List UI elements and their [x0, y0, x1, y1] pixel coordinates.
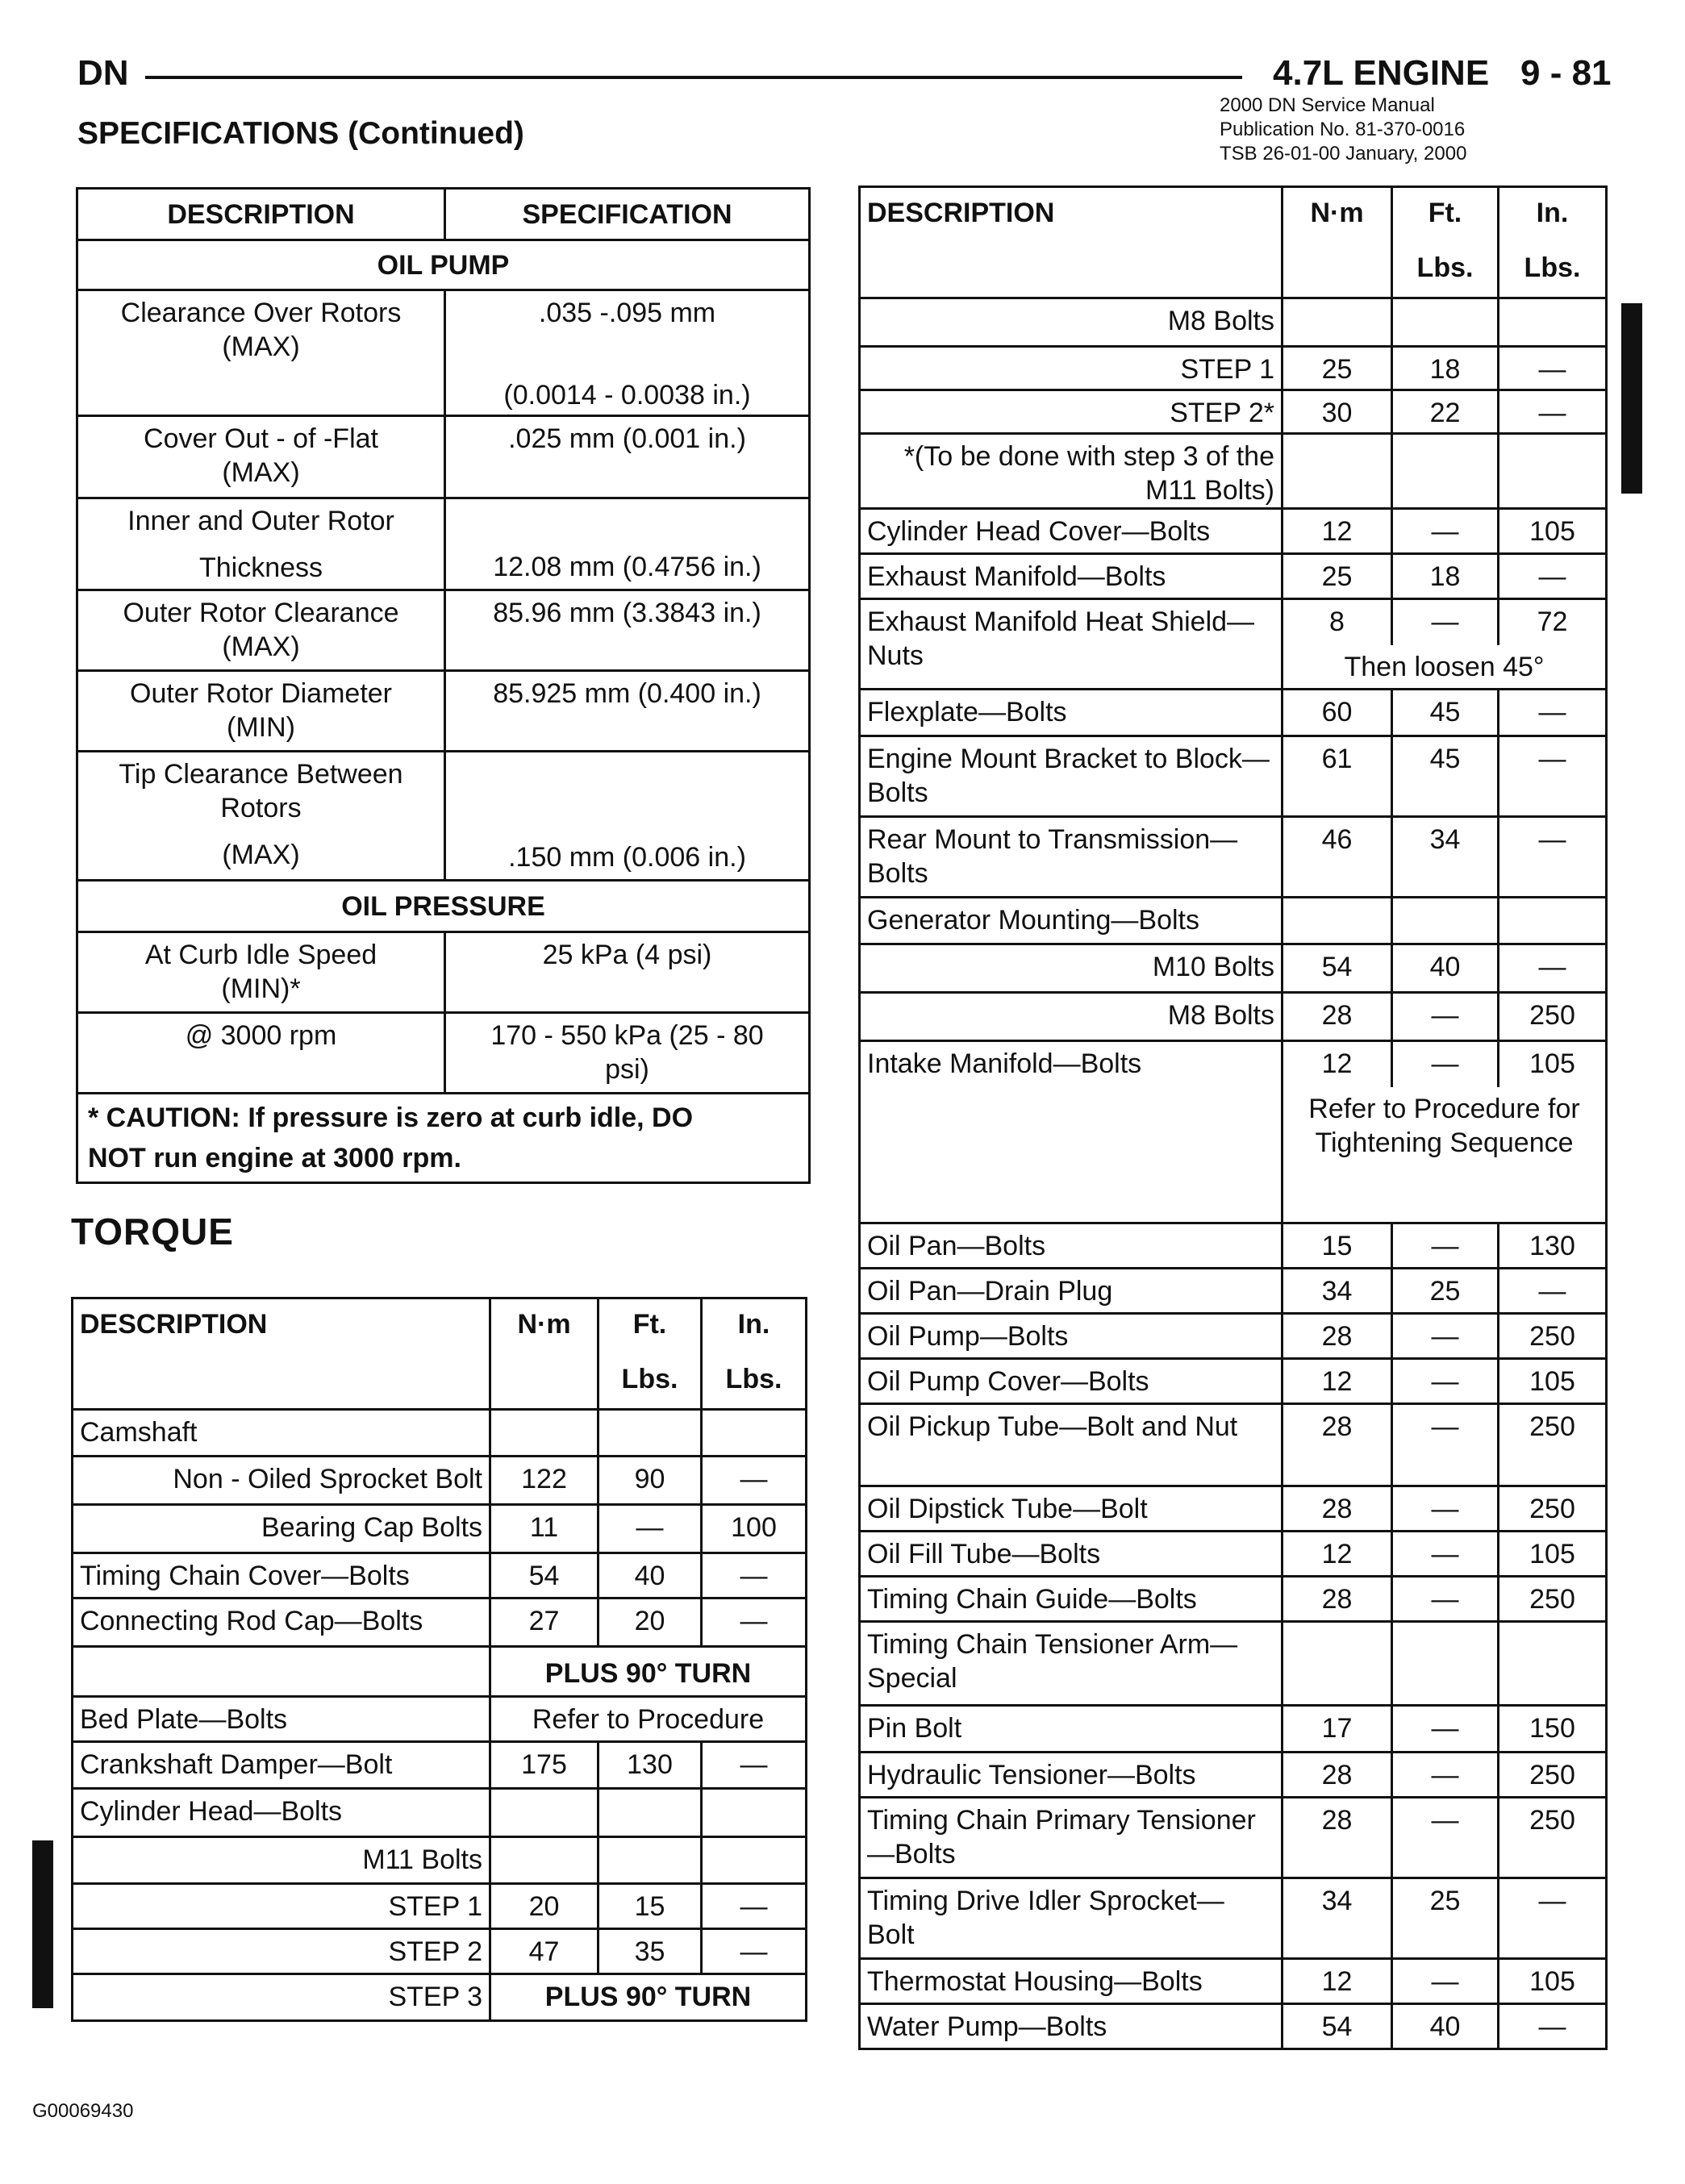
value-ft — [1392, 898, 1499, 944]
table-row — [860, 736, 1607, 817]
row-description: Connecting Rod Cap—Bolts — [73, 1598, 490, 1647]
col-header-nm: N·m — [490, 1298, 599, 1410]
row-description: Oil Dipstick Tube—Bolt — [860, 1486, 1283, 1532]
row-description: Cover Out - of -Flat (MAX) — [77, 416, 445, 498]
table-row — [860, 1706, 1607, 1753]
value-ft: 25 — [1392, 1878, 1499, 1959]
row-description: Clearance Over Rotors (MAX) — [77, 290, 445, 416]
pub-line: 2000 DN Service Manual — [1220, 94, 1435, 116]
value-in — [1499, 434, 1607, 509]
value-nm — [1283, 434, 1392, 509]
col-header-in-lbs: In. Lbs. — [702, 1298, 807, 1410]
procedure-note: Refer to Procedure — [490, 1697, 807, 1742]
value-ft: — — [1392, 1532, 1499, 1577]
value-nm: 34 — [1283, 1269, 1392, 1314]
row-description: M8 Bolts — [860, 993, 1283, 1041]
value-ft: — — [1392, 1798, 1499, 1878]
value-in: 250 — [1499, 1314, 1607, 1359]
value-ft: — — [1392, 1753, 1499, 1798]
value-nm: 15 — [1283, 1223, 1392, 1269]
value-nm — [490, 1410, 599, 1457]
col-header-ft-lbs: Ft. Lbs. — [599, 1298, 702, 1410]
value-nm — [490, 1789, 599, 1837]
table-row — [860, 1359, 1607, 1404]
table-row — [860, 1878, 1607, 1959]
value-in: 250 — [1499, 993, 1607, 1041]
value-nm: 20 — [490, 1884, 599, 1929]
value-ft: 18 — [1392, 347, 1499, 390]
value-ft: — — [1392, 1959, 1499, 2004]
value-nm: 12 — [1283, 1959, 1392, 2004]
value-nm: 25 — [1283, 347, 1392, 390]
table-row — [860, 2004, 1607, 2049]
oil-pump-spec-table — [76, 187, 811, 1184]
table-row — [860, 1798, 1607, 1878]
row-description: Oil Pump Cover—Bolts — [860, 1359, 1283, 1404]
value-in: — — [1499, 554, 1607, 599]
row-description: Inner and Outer Rotor Thickness — [77, 498, 445, 590]
value-ft: 45 — [1392, 736, 1499, 817]
value-nm — [490, 1837, 599, 1884]
value-in: 105 — [1499, 1959, 1607, 2004]
row-spec: 25 kPa (4 psi) — [445, 932, 810, 1013]
row-spec: 85.925 mm (0.400 in.) — [445, 671, 810, 752]
row-description: Pin Bolt — [860, 1706, 1283, 1753]
section-oil-pressure: OIL PRESSURE — [77, 881, 810, 932]
table-row — [860, 298, 1607, 347]
row-description: Non - Oiled Sprocket Bolt — [73, 1457, 490, 1505]
table-row — [73, 1884, 807, 1929]
value-in: — — [1499, 1878, 1607, 1959]
torque-table-left — [71, 1297, 807, 2022]
figure-id: G00069430 — [32, 2100, 134, 2122]
value-ft: 25 — [1392, 1269, 1499, 1314]
table-row — [73, 1553, 807, 1598]
header-rule — [145, 76, 1242, 79]
value-nm: 28 — [1283, 1404, 1392, 1486]
value-ft — [1392, 434, 1499, 509]
row-description: Engine Mount Bracket to Block—Bolts — [860, 736, 1283, 817]
value-nm: 8 — [1283, 600, 1393, 645]
row-description: Flexplate—Bolts — [860, 690, 1283, 736]
value-nm: 46 — [1283, 817, 1392, 898]
value-in: — — [702, 1598, 807, 1647]
row-description: Cylinder Head—Bolts — [73, 1789, 490, 1837]
value-nm: 11 — [490, 1505, 599, 1553]
value-nm — [1283, 1622, 1392, 1706]
table-row — [73, 1505, 807, 1553]
value-nm: 28 — [1283, 1486, 1392, 1532]
value-in: — — [1499, 690, 1607, 736]
value-nm: 54 — [490, 1553, 599, 1598]
table-row — [860, 347, 1607, 390]
row-description: Intake Manifold—Bolts — [860, 1041, 1283, 1223]
row-description: Oil Pickup Tube—Bolt and Nut — [860, 1404, 1283, 1486]
table-row — [860, 599, 1607, 690]
row-description: Timing Drive Idler Sprocket— Bolt — [860, 1878, 1283, 1959]
row-description: Oil Fill Tube—Bolts — [860, 1532, 1283, 1577]
value-ft — [599, 1789, 702, 1837]
value-ft: 130 — [599, 1742, 702, 1789]
col-header-description: DESCRIPTION — [77, 189, 445, 240]
table-row — [73, 1647, 807, 1697]
value-in — [1499, 1622, 1607, 1706]
value-in — [702, 1837, 807, 1884]
row-spec: .150 mm (0.006 in.) — [445, 752, 810, 881]
value-in: — — [1499, 347, 1607, 390]
value-ft — [599, 1837, 702, 1884]
row-note: Then loosen 45° — [1344, 652, 1545, 682]
table-row — [860, 690, 1607, 736]
table-row — [860, 1959, 1607, 2004]
row-description: M10 Bolts — [860, 944, 1283, 993]
torque-title: TORQUE — [71, 1211, 234, 1252]
row-description: M11 Bolts — [73, 1837, 490, 1884]
value-nm: 34 — [1283, 1878, 1392, 1959]
table-row — [860, 1404, 1607, 1486]
table-row — [73, 1598, 807, 1647]
table-row — [77, 752, 810, 881]
row-description: Timing Chain Guide—Bolts — [860, 1577, 1283, 1622]
value-nm — [1283, 898, 1392, 944]
value-in: 72 — [1537, 606, 1568, 637]
value-nm — [1283, 298, 1392, 347]
value-nm: 28 — [1283, 1798, 1392, 1878]
row-spec: 85.96 mm (3.3843 in.) — [445, 590, 810, 671]
row-description: Oil Pan—Drain Plug — [860, 1269, 1283, 1314]
table-row — [860, 1223, 1607, 1269]
table-row — [860, 1314, 1607, 1359]
margin-bar — [32, 1840, 53, 2008]
value-in: — — [702, 1929, 807, 1974]
col-header-specification: SPECIFICATION — [445, 189, 810, 240]
value-ft: — — [1392, 993, 1499, 1041]
table-row — [860, 898, 1607, 944]
table-row — [77, 590, 810, 671]
row-description: Hydraulic Tensioner—Bolts — [860, 1753, 1283, 1798]
value-in: — — [1499, 817, 1607, 898]
value-ft: — — [1392, 1577, 1499, 1622]
value-in: — — [1499, 1269, 1607, 1314]
value-nm: 54 — [1283, 944, 1392, 993]
table-row — [77, 671, 810, 752]
row-description — [73, 1647, 490, 1697]
value-ft: 40 — [1392, 944, 1499, 993]
value-nm: 60 — [1283, 690, 1392, 736]
row-description: Timing Chain Primary Tensioner—Bolts — [860, 1798, 1283, 1878]
value-in — [1499, 898, 1607, 944]
value-in: — — [702, 1457, 807, 1505]
table-row — [77, 498, 810, 590]
caution-note: * CAUTION: If pressure is zero at curb idle, DO NOT run engine at 3000 rpm. — [77, 1094, 810, 1183]
table-row — [77, 932, 810, 1013]
value-in — [702, 1410, 807, 1457]
row-description: Cylinder Head Cover—Bolts — [860, 509, 1283, 554]
value-ft: 90 — [599, 1457, 702, 1505]
value-in: — — [702, 1742, 807, 1789]
value-in: — — [702, 1553, 807, 1598]
table-row — [860, 509, 1607, 554]
row-description: Bearing Cap Bolts — [73, 1505, 490, 1553]
value-ft: 34 — [1392, 817, 1499, 898]
value-ft: 40 — [599, 1553, 702, 1598]
section-title: 4.7L ENGINE — [1273, 53, 1490, 93]
col-header-in-lbs: In. Lbs. — [1499, 187, 1607, 298]
row-spec: .035 -.095 mm (0.0014 - 0.0038 in.) — [445, 290, 810, 416]
table-row — [860, 817, 1607, 898]
row-description: Tip Clearance Between Rotors (MAX) — [77, 752, 445, 881]
row-description: Oil Pan—Bolts — [860, 1223, 1283, 1269]
row-spec: 12.08 mm (0.4756 in.) — [445, 498, 810, 590]
value-ft: — — [1392, 509, 1499, 554]
value-in: 130 — [1499, 1223, 1607, 1269]
row-description: Crankshaft Damper—Bolt — [73, 1742, 490, 1789]
row-description: M8 Bolts — [860, 298, 1283, 347]
row-description: STEP 3 — [73, 1974, 490, 2021]
turn-note: PLUS 90° TURN — [490, 1974, 807, 2021]
table-row — [73, 1410, 807, 1457]
row-description: STEP 1 — [860, 347, 1283, 390]
manual-code: DN — [77, 53, 129, 93]
value-ft: 20 — [599, 1598, 702, 1647]
value-nm: 12 — [1283, 1042, 1393, 1087]
value-ft: 15 — [599, 1884, 702, 1929]
col-header-description: DESCRIPTION — [73, 1298, 490, 1410]
value-ft: — — [1392, 1706, 1499, 1753]
value-nm: 61 — [1283, 736, 1392, 817]
table-row — [860, 434, 1607, 509]
turn-note: PLUS 90° TURN — [490, 1647, 807, 1697]
row-description: STEP 1 — [73, 1884, 490, 1929]
value-in: 100 — [702, 1505, 807, 1553]
row-description: @ 3000 rpm — [77, 1013, 445, 1094]
table-row — [860, 1753, 1607, 1798]
value-group — [1283, 599, 1607, 690]
row-spec: .025 mm (0.001 in.) — [445, 416, 810, 498]
value-in: 105 — [1499, 1359, 1607, 1404]
value-in: 250 — [1499, 1486, 1607, 1532]
value-nm: 47 — [490, 1929, 599, 1974]
table-row — [73, 1789, 807, 1837]
table-row — [73, 1974, 807, 2021]
value-in: 250 — [1499, 1753, 1607, 1798]
margin-bar — [1621, 303, 1642, 494]
value-ft: — — [1393, 1042, 1499, 1087]
value-in: 105 — [1499, 509, 1607, 554]
row-description: Outer Rotor Clearance (MAX) — [77, 590, 445, 671]
value-nm: 28 — [1283, 993, 1392, 1041]
table-row — [860, 390, 1607, 434]
col-header-nm: N·m — [1283, 187, 1392, 298]
value-in: 250 — [1499, 1577, 1607, 1622]
value-in: 105 — [1529, 1048, 1575, 1079]
table-row — [73, 1697, 807, 1742]
row-spec: 170 - 550 kPa (25 - 80 psi) — [445, 1013, 810, 1094]
row-description: Outer Rotor Diameter (MIN) — [77, 671, 445, 752]
row-description: Camshaft — [73, 1410, 490, 1457]
table-row — [860, 1269, 1607, 1314]
value-in: — — [1499, 2004, 1607, 2049]
value-ft — [1392, 298, 1499, 347]
value-nm: 28 — [1283, 1314, 1392, 1359]
row-description: At Curb Idle Speed (MIN)* — [77, 932, 445, 1013]
table-row — [860, 1486, 1607, 1532]
value-ft: — — [1392, 1404, 1499, 1486]
value-ft: — — [1393, 600, 1499, 645]
publication-info — [1220, 94, 1466, 166]
value-ft — [599, 1410, 702, 1457]
pub-line: TSB 26-01-00 January, 2000 — [1220, 143, 1467, 165]
table-row — [73, 1742, 807, 1789]
table-row — [860, 1041, 1607, 1223]
value-nm: 54 — [1283, 2004, 1392, 2049]
table-row — [73, 1837, 807, 1884]
value-ft: — — [1392, 1359, 1499, 1404]
row-note: Refer to Procedure for Tightening Sequence — [1308, 1094, 1580, 1158]
torque-table-right — [858, 185, 1608, 2050]
value-cells — [1283, 600, 1605, 645]
row-description: Generator Mounting—Bolts — [860, 898, 1283, 944]
value-ft: — — [1392, 1314, 1499, 1359]
row-description: STEP 2* — [860, 390, 1283, 434]
value-nm: 25 — [1283, 554, 1392, 599]
value-group — [1283, 1041, 1607, 1223]
table-row — [860, 944, 1607, 993]
value-ft: — — [1392, 1223, 1499, 1269]
value-nm: 17 — [1283, 1706, 1392, 1753]
row-description: Bed Plate—Bolts — [73, 1697, 490, 1742]
value-cells — [1283, 1042, 1605, 1087]
value-in: — — [1499, 390, 1607, 434]
value-ft: 40 — [1392, 2004, 1499, 2049]
section-oil-pump: OIL PUMP — [77, 240, 810, 290]
col-header-ft-lbs: Ft. Lbs. — [1392, 187, 1499, 298]
table-row — [73, 1457, 807, 1505]
table-row — [860, 1622, 1607, 1706]
value-ft: 45 — [1392, 690, 1499, 736]
col-header-description: DESCRIPTION — [860, 187, 1283, 298]
row-description: STEP 2 — [73, 1929, 490, 1974]
value-nm: 28 — [1283, 1577, 1392, 1622]
row-description: Rear Mount to Transmission—Bolts — [860, 817, 1283, 898]
value-nm: 175 — [490, 1742, 599, 1789]
value-in — [1499, 298, 1607, 347]
value-in: — — [702, 1884, 807, 1929]
row-description: Oil Pump—Bolts — [860, 1314, 1283, 1359]
torque-left-body — [73, 1410, 807, 2021]
value-in: — — [1499, 944, 1607, 993]
value-in: — — [1499, 736, 1607, 817]
pub-line: Publication No. 81-370-0016 — [1220, 119, 1466, 140]
torque-right-body — [860, 298, 1607, 2049]
table-row — [77, 290, 810, 416]
value-nm: 12 — [1283, 1359, 1392, 1404]
row-description: Water Pump—Bolts — [860, 2004, 1283, 2049]
value-in — [702, 1789, 807, 1837]
row-description: Thermostat Housing—Bolts — [860, 1959, 1283, 2004]
row-description: Timing Chain Cover—Bolts — [73, 1553, 490, 1598]
value-ft: — — [599, 1505, 702, 1553]
table-row — [860, 1577, 1607, 1622]
table-row — [860, 993, 1607, 1041]
table-row — [860, 554, 1607, 599]
value-ft: 18 — [1392, 554, 1499, 599]
value-in: 150 — [1499, 1706, 1607, 1753]
value-nm: 12 — [1283, 509, 1392, 554]
specifications-title: SPECIFICATIONS (Continued) — [77, 116, 524, 151]
value-ft: — — [1392, 1486, 1499, 1532]
table-row — [73, 1929, 807, 1974]
row-description: *(To be done with step 3 of the M11 Bolts) — [860, 434, 1283, 509]
value-nm: 12 — [1283, 1532, 1392, 1577]
table-row — [77, 416, 810, 498]
table-row — [860, 1532, 1607, 1577]
value-nm: 28 — [1283, 1753, 1392, 1798]
value-nm: 27 — [490, 1598, 599, 1647]
value-ft — [1392, 1622, 1499, 1706]
page-number: 9 - 81 — [1520, 53, 1612, 93]
row-description: Timing Chain Tensioner Arm—Special — [860, 1622, 1283, 1706]
value-in: 105 — [1499, 1532, 1607, 1577]
row-description: Exhaust Manifold Heat Shield—Nuts — [860, 599, 1283, 690]
value-ft: 35 — [599, 1929, 702, 1974]
value-nm: 122 — [490, 1457, 599, 1505]
value-ft: 22 — [1392, 390, 1499, 434]
value-nm: 30 — [1283, 390, 1392, 434]
row-description: Exhaust Manifold—Bolts — [860, 554, 1283, 599]
value-in: 250 — [1499, 1798, 1607, 1878]
table-row — [77, 1013, 810, 1094]
value-in: 250 — [1499, 1404, 1607, 1486]
